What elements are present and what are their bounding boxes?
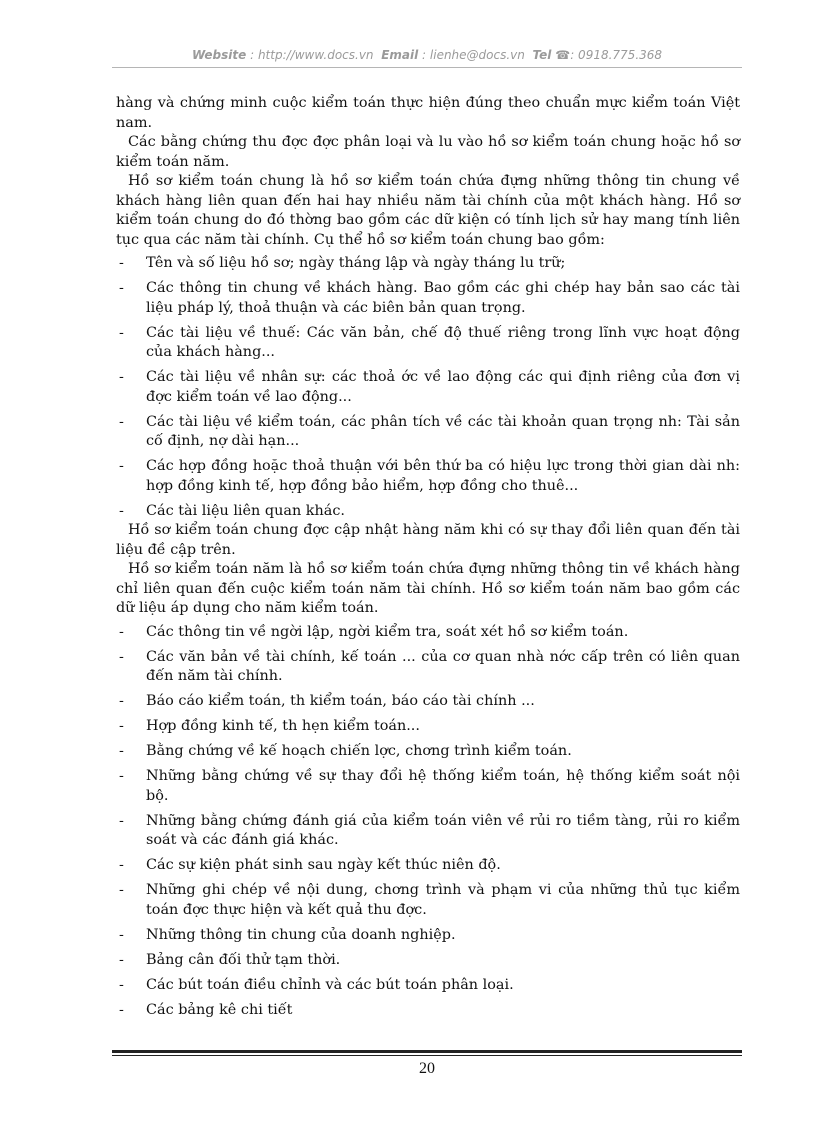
email-label: Email: [381, 48, 419, 62]
list-item: - Hợp đồng kinh tế, th hẹn kiểm toán...: [119, 718, 420, 734]
paragraph-2: Các bằng chứng thu đợc đợc phân loại và lu vào hồ sơ kiểm toán chung hoặc hồ sơ kiểm toán năm.: [116, 134, 740, 170]
tel-label: Tel: [532, 48, 552, 62]
list-item: - Những ghi chép về nội dung, chơng trình và phạm vi của những thủ tục kiểm toán đợc thực hiện và kết quả thu đợc.: [119, 882, 740, 918]
general-file-list: [116, 254, 740, 521]
page-content: [116, 94, 740, 1026]
list-item: - Các hợp đồng hoặc thoả thuận với bên thứ ba có hiệu lực trong thời gian dài nh: hợp đồng kinh tế, hợp đồng bảo hiểm, hợp đồng cho thuê...: [119, 458, 740, 494]
list-item: - Bằng chứng về kế hoạch chiến lợc, chơng trình kiểm toán.: [119, 743, 572, 759]
list-item: - Các tài liệu về nhân sự: các thoả ớc về lao động các qui định riêng của đơn vị đợc kiểm toán về lao động...: [119, 369, 740, 405]
paragraph-5: Hồ sơ kiểm toán năm là hồ sơ kiểm toán chứa đựng những thông tin về khách hàng chỉ liên quan đến cuộc kiểm toán năm tài chính. Hồ sơ kiểm toán năm bao gồm các dữ liệu áp dụng cho năm kiểm toán.: [116, 561, 740, 616]
email-value: : lienhe@docs.vn: [422, 48, 525, 62]
website-value: : http://www.docs.vn: [250, 48, 374, 62]
list-item: - Các thông tin chung về khách hàng. Bao gồm các ghi chép hay bản sao các tài liệu pháp lý, thoả thuận và các biên bản quan trọng.: [119, 280, 740, 316]
header-rule: [112, 67, 742, 68]
list-item: - Các thông tin về ngời lập, ngời kiểm tra, soát xét hồ sơ kiểm toán.: [119, 623, 629, 640]
footer-rule-thick: [112, 1050, 742, 1053]
page-number: 20: [419, 1060, 435, 1077]
annual-file-list: [116, 623, 740, 1021]
list-item: - Các tài liệu liên quan khác.: [119, 502, 345, 519]
website-label: Website: [191, 48, 247, 62]
paragraph-4: Hồ sơ kiểm toán chung đợc cập nhật hàng năm khi có sự thay đổi liên quan đến tài liệu đề cập trên.: [116, 522, 740, 558]
list-item: - Báo cáo kiểm toán, th kiểm toán, báo cáo tài chính ...: [119, 693, 535, 709]
list-item: - Các văn bản về tài chính, kế toán ... của cơ quan nhà nớc cấp trên có liên quan đến năm tài chính.: [119, 648, 740, 684]
list-item: - Các sự kiện phát sinh sau ngày kết thúc niên độ.: [119, 857, 501, 873]
paragraph-1: hàng và chứng minh cuộc kiểm toán thực hiện đúng theo chuẩn mực kiểm toán Việt nam.: [116, 95, 740, 131]
list-item: - Những thông tin chung của doanh nghiệp.: [119, 926, 456, 943]
list-item: - Các tài liệu về thuế: Các văn bản, chế độ thuế riêng trong lĩnh vực hoạt động của khách hàng...: [119, 324, 740, 360]
list-item: - Các tài liệu về kiểm toán, các phân tích về các tài khoản quan trọng nh: Tài sản cố định, nợ dài hạn...: [119, 413, 740, 449]
list-item: - Những bằng chứng về sự thay đổi hệ thống kiểm toán, hệ thống kiểm soát nội bộ.: [119, 768, 740, 804]
page-header: [112, 47, 742, 63]
list-item: - Những bằng chứng đánh giá của kiểm toán viên về rủi ro tiềm tàng, rủi ro kiểm soát và các đánh giá khác.: [119, 812, 740, 848]
list-item: - Các bút toán điều chỉnh và các bút toán phân loại.: [119, 976, 514, 993]
list-item: - Các bảng kê chi tiết: [119, 1001, 293, 1018]
tel-value: : 0918.775.368: [570, 48, 663, 62]
list-item: - Tên và số liệu hồ sơ; ngày tháng lập và ngày tháng lu trữ;: [119, 255, 566, 271]
footer-rule-thin: [112, 1055, 742, 1056]
paragraph-3: Hồ sơ kiểm toán chung là hồ sơ kiểm toán chứa đựng những thông tin chung về khách hàng liên quan đến hai hay nhiều năm tài chính của một khách hàng. Hồ sơ kiểm toán chung do đó thờng bao gồm các dữ kiện có tính lịch sử hay mang tính liên tục qua các năm tài chính. Cụ thể hồ sơ kiểm toán chung bao gồm:: [116, 173, 740, 248]
list-item: - Bảng cân đối thử tạm thời.: [119, 951, 341, 968]
phone-icon: ☎: [555, 48, 571, 62]
